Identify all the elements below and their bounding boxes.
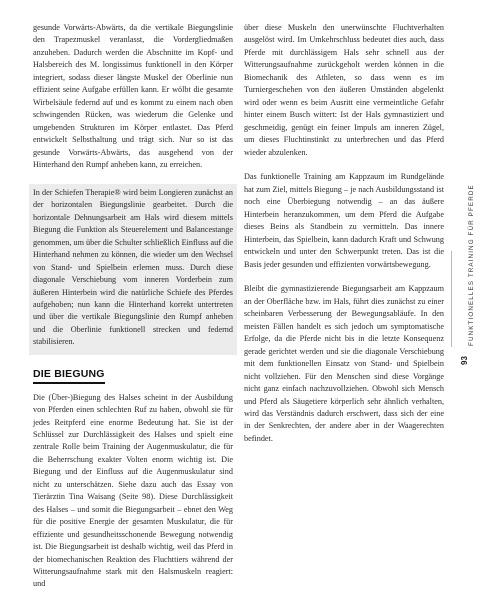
highlight-box bbox=[29, 184, 237, 355]
body-paragraph: Das funktionelle Training am Kappzaum im Rundgelände hat zum Ziel, mittels Biegung – je nach Ausbildungsstand ist noch eine Überbiegung notwendig – an das äußere Hinterbein heranzukommen, um dem Pferd die Aufgabe dieses Beins als Standbein zu vermitteln. Das innere Hinterbein, das Spielbein, kann dadurch Kraft und Schwung entwickeln und unter den Schwerpunkt treten. Das ist die Basis jeder gesunden und effizienten vorwärtsbewegung. bbox=[244, 172, 444, 269]
left-column bbox=[33, 22, 233, 591]
body-paragraph: Die (Über-)Biegung des Halses scheint in der Ausbildung von Pferden einen schlechten Ruf zu haben, obwohl sie für jedes Reitpferd eine enorme Bedeutung hat. Sie ist der Schlüssel zur Durchlässigkeit des Halses und spielt eine zentrale Rolle beim Training der Augenmuskulatur, die für die Beherrschung exakter Volten enorm wichtig ist. Die Biegung und der Einfluss auf die Augenmuskulatur sind nicht zu unterschätzen. Siehe dazu auch das Essay von Tierärztin Tina Waisang (Seite 98). Diese Durchlässigkeit des Halses – und somit die Biegungsarbeit – ebnet den Weg für die positive Energie der gesamten Muskulatur, die für effiziente und gesundheitsschonende Bewegung notwendig ist. Die Biegungsarbeit ist deshalb wichtig, weil das Pferd in der biomechanischen Reaktion des Fluchttiers während der Witterungsaufnahme stark mit den Halsmuskeln reagiert: und bbox=[33, 392, 233, 589]
body-paragraph: gesunde Vorwärts-Abwärts, da die vertikale Biegungslinie den Trapezmuskel veranlasst, die Vordergliedmaßen anzuheben. Dadurch werden die Abschnitte im Kopf- und Halsbereich des M. longissimus funktionell in den Körper integriert, sodass dieser längste Muskel der Oberlinie nun effizient seine Aufgabe erfüllen kann. Er wölbt die gesamte Wirbelsäule federnd auf und es kommt zu einem nach oben schwingenden Rücken, was wiederum die Gelenke und umgebenden Strukturen im Körper entlastet. Das Pferd entwickelt Selbsthaltung und trägt sich. Nur so ist das gesunde Vorwärts-Abwärts, das ausgehend von der Hinterhand den Rumpf anheben kann, zu erreichen. bbox=[33, 23, 233, 169]
highlight-paragraph: In der Schiefen Therapie® wird beim Longieren zunächst an der horizontalen Biegungslinie gearbeitet. Durch die horizontale Dehnungsarbeit am Hals wird diesem mittels Biegung die Funktion als Steuerelement und Balancestange genommen, um über die Schulter schließlich Einfluss auf die Hinterhand nehmen zu können, die wieder um den Wechsel von Stand- und Spielbein erlernen muss. Durch diese diagonale Verschiebung vom inneren Vorderbein zum äußeren Hinterbein wird die natürliche Schiefe des Pferdes aufgehoben; nun kann die Hinterhand korrekt untertreten und über die vertikale Biegungslinie den Rumpf anheben und die Oberlinie funktionell strecken und federnd stabilisieren. bbox=[33, 187, 233, 347]
page-number: 93 bbox=[459, 356, 469, 365]
running-head: FUNKTIONELLES TRAINING FÜR PFERDE bbox=[468, 184, 475, 346]
body-paragraph: Bleibt die gymnastizierende Biegungsarbeit am Kappzaum an der Oberfläche bzw. im Hals, führt dies zunächst zu einer scheinbaren Verbesserung der Bewegungsabläufe. In den meisten Fällen handelt es sich jedoch um symptomatische Erfolge, da die Pferde nicht bis in die letzte Konsequenz gerade gerichtet werden und sie die diagonale Verschiebung mit dem funktionellen Einsatz von Stand- und Spielbein nicht vollziehen. Für den Menschen sind diese Vorgänge nicht ganz einfach nachzuvollziehen. Obwohl sich Mensch und Pferd als Säugetiere körperlich sehr ähnlich verhalten, wird das Verständnis dadurch erschwert, dass sich der eine in der Senkrechten, der andere aber in der Waagerechten befindet. bbox=[244, 284, 444, 443]
margin-rule bbox=[451, 251, 452, 347]
body-paragraph: über diese Muskeln den unerwünschte Fluchtverhalten ausgelöst wird. Im Umkehrschluss bedeutet dies auch, dass Pferde mit durchlässigem Hals sehr schnell aus der Witterungsaufnahme zurückgeholt werden können in die Biomechanik des Athleten, so dass wenn es im Turniergeschehen von den äußeren Umständen abgelenkt wird oder wenn es beim Ausritt eine vermeintliche Gefahr hinter einem Busch wittert: Ist der Hals gymnastiziert und geschmeidig, genügt ein feiner Impuls am inneren Zügel, um dieses Fluchtinstinkt zu unterbrechen und das Pferd wieder abzulenken. bbox=[244, 23, 444, 157]
right-column bbox=[244, 22, 444, 445]
section-heading: DIE BIEGUNG bbox=[33, 368, 105, 383]
